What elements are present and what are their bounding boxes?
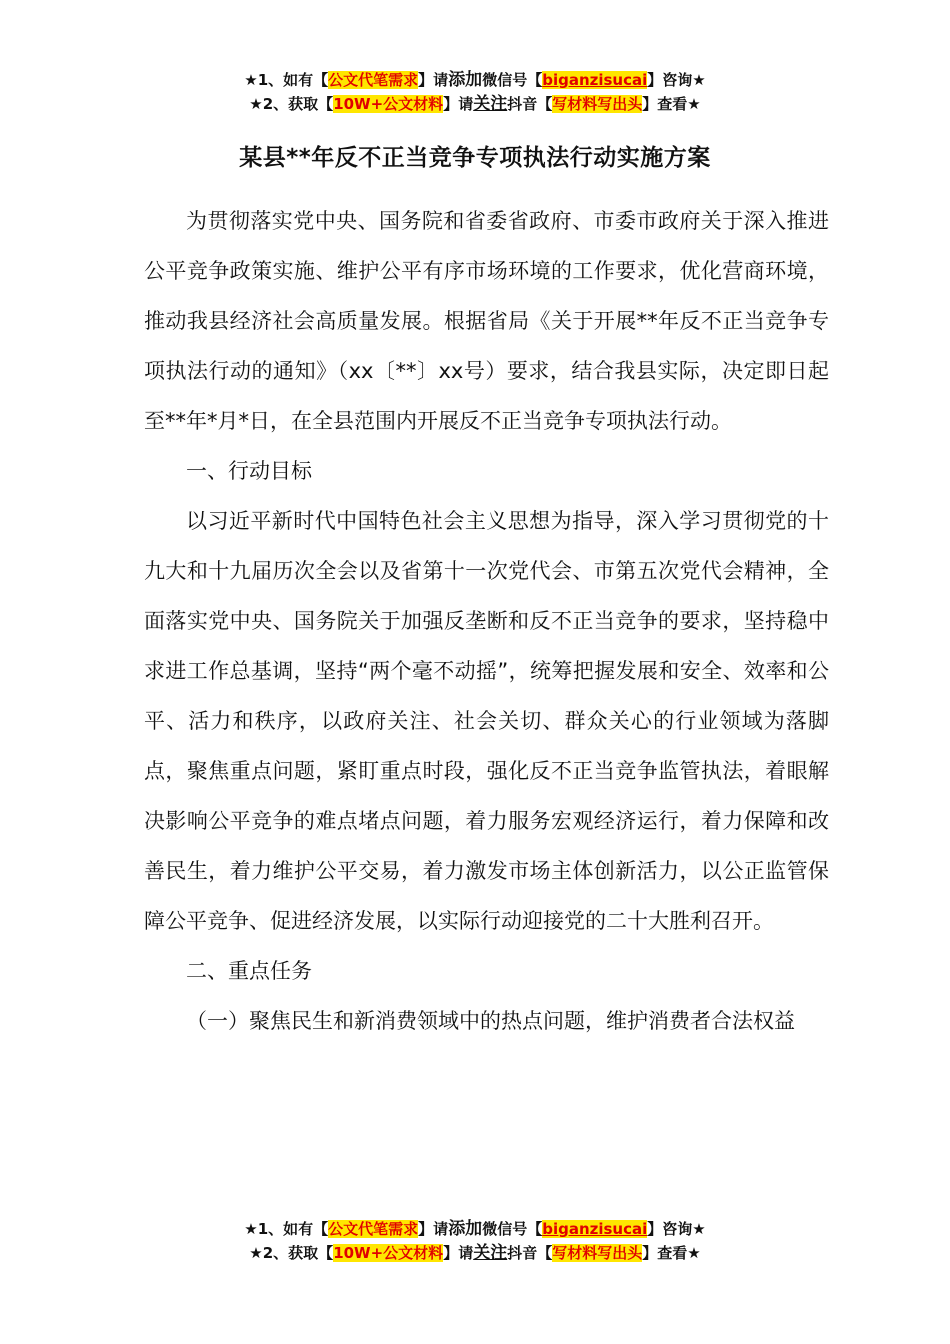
document-body [144, 196, 829, 1046]
ad-wechat-id: biganzisucai [542, 1220, 648, 1238]
intro-paragraph: 为贯彻落实党中央、国务院和省委省政府、市委市政府关于深入推进公平竞争政策实施、维护公平有序市场环境的工作要求，优化营商环境，推动我县经济社会高质量发展。根据省局《关于开展**年反不正当竞争专项执法行动的通知》（xx〔**〕xx号）要求，结合我县实际，决定即日起至**年*月*日，在全县范围内开展反不正当竞争专项执法行动。 [144, 209, 829, 433]
ad-highlight: 公文代笔需求 [328, 1220, 419, 1238]
ad-douyin-id: 写材料写出头 [552, 95, 643, 113]
ad-text: 】查看★ [642, 1244, 701, 1262]
section-heading: 一、行动目标 [186, 459, 312, 483]
ad-douyin-id: 写材料写出头 [552, 1244, 643, 1262]
ad-highlight: 10W+公文材料 [333, 1244, 444, 1262]
ad-emphasis: 关注 [473, 94, 508, 114]
subsection-heading: （一）聚焦民生和新消费领域中的热点问题，维护消费者合法权益 [186, 1009, 795, 1033]
ad-highlight: 公文代笔需求 [328, 71, 419, 89]
ad-text: 】咨询★ [647, 71, 706, 89]
section-heading: 二、重点任务 [186, 959, 312, 983]
body-paragraph: 以习近平新时代中国特色社会主义思想为指导，深入学习贯彻党的十九大和十九届历次全会以及省第十一次党代会、市第五次党代会精神，全面落实党中央、国务院关于加强反垄断和反不正当竞争的要求，坚持稳中求进工作总基调，坚持“两个毫不动摇”，统筹把握发展和安全、效率和公平、活力和秩序，以政府关注、社会关切、群众关心的行业领域为落脚点，聚焦重点问题，紧盯重点时段，强化反不正当竞争监管执法，着眼解决影响公平竞争的难点堵点问题，着力服务宏观经济运行，着力保障和改善民生，着力维护公平交易，着力激发市场主体创新活力，以公正监管保障公平竞争、促进经济发展，以实际行动迎接党的二十大胜利召开。 [144, 509, 829, 933]
header-ad-banner [0, 68, 950, 116]
ad-highlight: 10W+公文材料 [333, 95, 444, 113]
ad-wechat-id: biganzisucai [542, 71, 648, 89]
ad-line-2 [0, 92, 950, 116]
ad-text: 】请 [418, 71, 449, 89]
ad-emphasis: 关注 [473, 1243, 508, 1263]
ad-line-1 [0, 1217, 950, 1241]
ad-text: 】查看★ [642, 95, 701, 113]
ad-text: 抖音【 [507, 1244, 553, 1262]
ad-text: 】咨询★ [647, 1220, 706, 1238]
ad-emphasis: 添加 [448, 70, 483, 90]
ad-text: 抖音【 [507, 95, 553, 113]
ad-text: 微信号【 [482, 71, 543, 89]
ad-text: 微信号【 [482, 1220, 543, 1238]
document-title: 某县**年反不正当竞争专项执法行动实施方案 [239, 145, 711, 171]
ad-emphasis: 添加 [448, 1219, 483, 1239]
ad-text: ★1、如有【 [244, 1220, 329, 1238]
ad-text: 】请 [443, 1244, 474, 1262]
ad-text: ★1、如有【 [244, 71, 329, 89]
ad-text: ★2、获取【 [249, 1244, 334, 1262]
ad-line-1 [0, 68, 950, 92]
ad-text: 】请 [418, 1220, 449, 1238]
ad-line-2 [0, 1241, 950, 1265]
ad-text: ★2、获取【 [249, 95, 334, 113]
footer-ad-banner [0, 1217, 950, 1265]
ad-text: 】请 [443, 95, 474, 113]
